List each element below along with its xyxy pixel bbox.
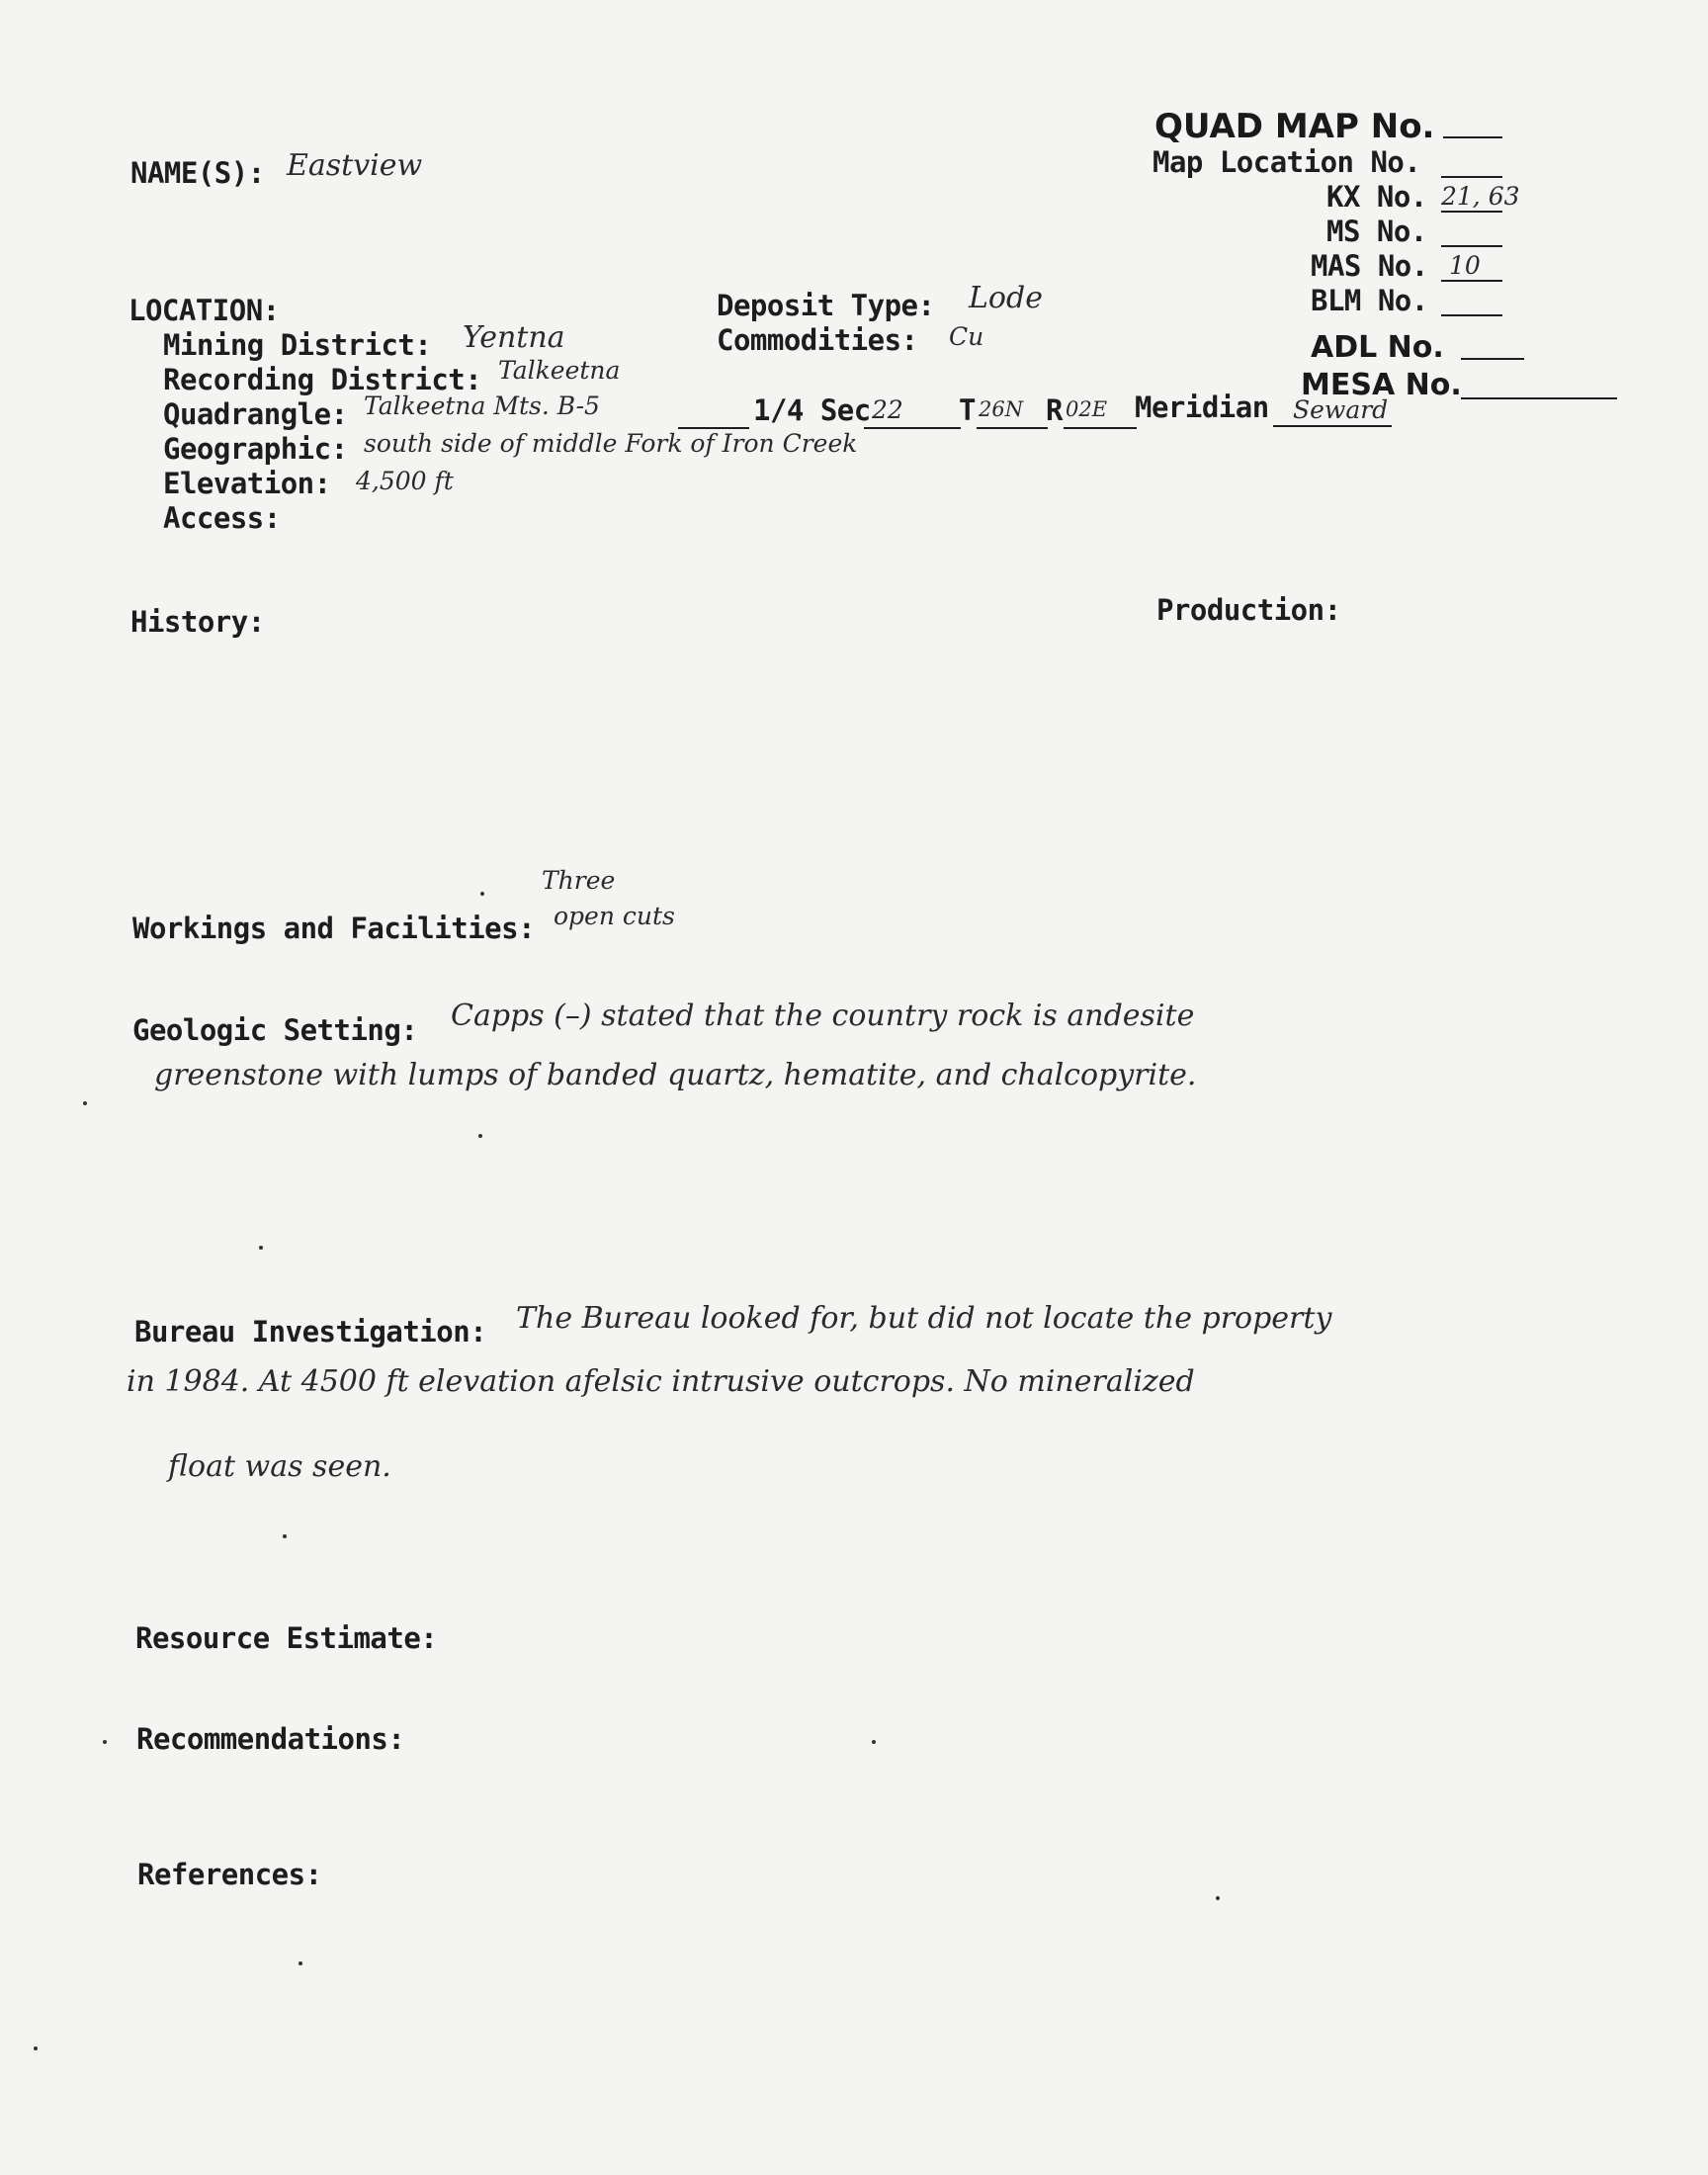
mesa-blank xyxy=(1461,397,1617,399)
bureau-investigation-label: Bureau Investigation: xyxy=(134,1315,487,1348)
quadrangle-label: Quadrangle: xyxy=(163,397,348,431)
adl-label: ADL No. xyxy=(1311,330,1444,365)
township-blank xyxy=(977,427,1048,429)
map-location-blank xyxy=(1441,176,1502,178)
range-label: R xyxy=(1046,393,1063,427)
blm-blank xyxy=(1441,314,1502,316)
name-label: NAME(S): xyxy=(130,156,265,190)
commodities-value: Cu xyxy=(949,322,984,351)
bureau-investigation-line-1: The Bureau looked for, but did not locate the property xyxy=(516,1301,1332,1336)
map-location-label: Map Location No. xyxy=(1153,145,1421,179)
commodities-label: Commodities: xyxy=(717,323,918,357)
sec-value: 22 xyxy=(872,395,903,424)
geographic-label: Geographic: xyxy=(163,432,348,466)
ms-label: MS No. xyxy=(1326,215,1427,248)
scan-speck xyxy=(872,1740,876,1744)
scan-speck xyxy=(83,1101,87,1105)
ms-blank xyxy=(1441,245,1502,247)
scan-speck xyxy=(34,2046,38,2050)
mas-value: 10 xyxy=(1449,251,1481,280)
quad-map-label: QUAD MAP No. xyxy=(1154,107,1435,146)
scan-speck xyxy=(103,1740,107,1744)
deposit-type-label: Deposit Type: xyxy=(717,289,935,322)
workings-value: open cuts xyxy=(554,902,675,930)
bureau-investigation-line-2: in 1984. At 4500 ft elevation afelsic intrusive outcrops. No mineralized xyxy=(127,1364,1195,1399)
mas-label: MAS No. xyxy=(1311,249,1428,283)
blm-label: BLM No. xyxy=(1311,284,1428,317)
scan-speck xyxy=(480,892,484,896)
bureau-investigation-line-3: float was seen. xyxy=(168,1449,391,1484)
geologic-setting-line-2: greenstone with lumps of banded quartz, hematite, and chalcopyrite. xyxy=(154,1058,1197,1092)
meridian-label: Meridian xyxy=(1135,391,1269,424)
kx-blank xyxy=(1441,211,1502,213)
access-label: Access: xyxy=(163,501,281,535)
workings-label: Workings and Facilities: xyxy=(132,912,536,945)
elevation-value: 4,500 ft xyxy=(356,467,454,495)
kx-label: KX No. xyxy=(1326,180,1427,214)
elevation-label: Elevation: xyxy=(163,467,331,500)
history-label: History: xyxy=(130,605,265,639)
mining-district-label: Mining District: xyxy=(163,328,432,362)
mas-blank xyxy=(1441,280,1502,282)
adl-blank xyxy=(1461,358,1524,360)
geologic-setting-line-1: Capps (–) stated that the country rock is andesite xyxy=(451,999,1195,1033)
geologic-setting-label: Geologic Setting: xyxy=(132,1013,418,1047)
quarter-sec-label: 1/4 Sec xyxy=(753,393,871,427)
production-label: Production: xyxy=(1156,593,1341,627)
recommendations-label: Recommendations: xyxy=(136,1722,405,1756)
range-blank xyxy=(1064,427,1137,429)
meridian-value: Seward xyxy=(1293,395,1389,424)
geographic-value: south side of middle Fork of Iron Creek xyxy=(364,429,858,458)
workings-insert: Three xyxy=(542,866,616,895)
range-value: 02E xyxy=(1066,397,1108,421)
scan-speck xyxy=(283,1534,287,1538)
mining-district-value: Yentna xyxy=(463,320,565,355)
kx-value: 21, 63 xyxy=(1441,182,1520,211)
quadrangle-value: Talkeetna Mts. B-5 xyxy=(364,392,600,420)
name-value: Eastview xyxy=(287,148,423,183)
scan-speck xyxy=(259,1246,263,1250)
scan-speck xyxy=(478,1134,482,1138)
location-heading: LOCATION: xyxy=(128,294,280,327)
recording-district-value: Talkeetna xyxy=(498,356,621,385)
deposit-type-value: Lode xyxy=(969,281,1043,315)
meridian-blank xyxy=(1273,425,1392,427)
scan-speck xyxy=(299,1961,302,1965)
quad-map-blank xyxy=(1443,136,1502,138)
mesa-label: MESA No. xyxy=(1301,368,1462,402)
resource-estimate-label: Resource Estimate: xyxy=(135,1621,438,1655)
references-label: References: xyxy=(137,1858,322,1891)
recording-district-label: Recording District: xyxy=(163,363,482,396)
sec-blank xyxy=(864,427,961,429)
scan-speck xyxy=(1216,1896,1220,1900)
township-value: 26N xyxy=(979,397,1024,421)
township-label: T xyxy=(959,393,976,427)
